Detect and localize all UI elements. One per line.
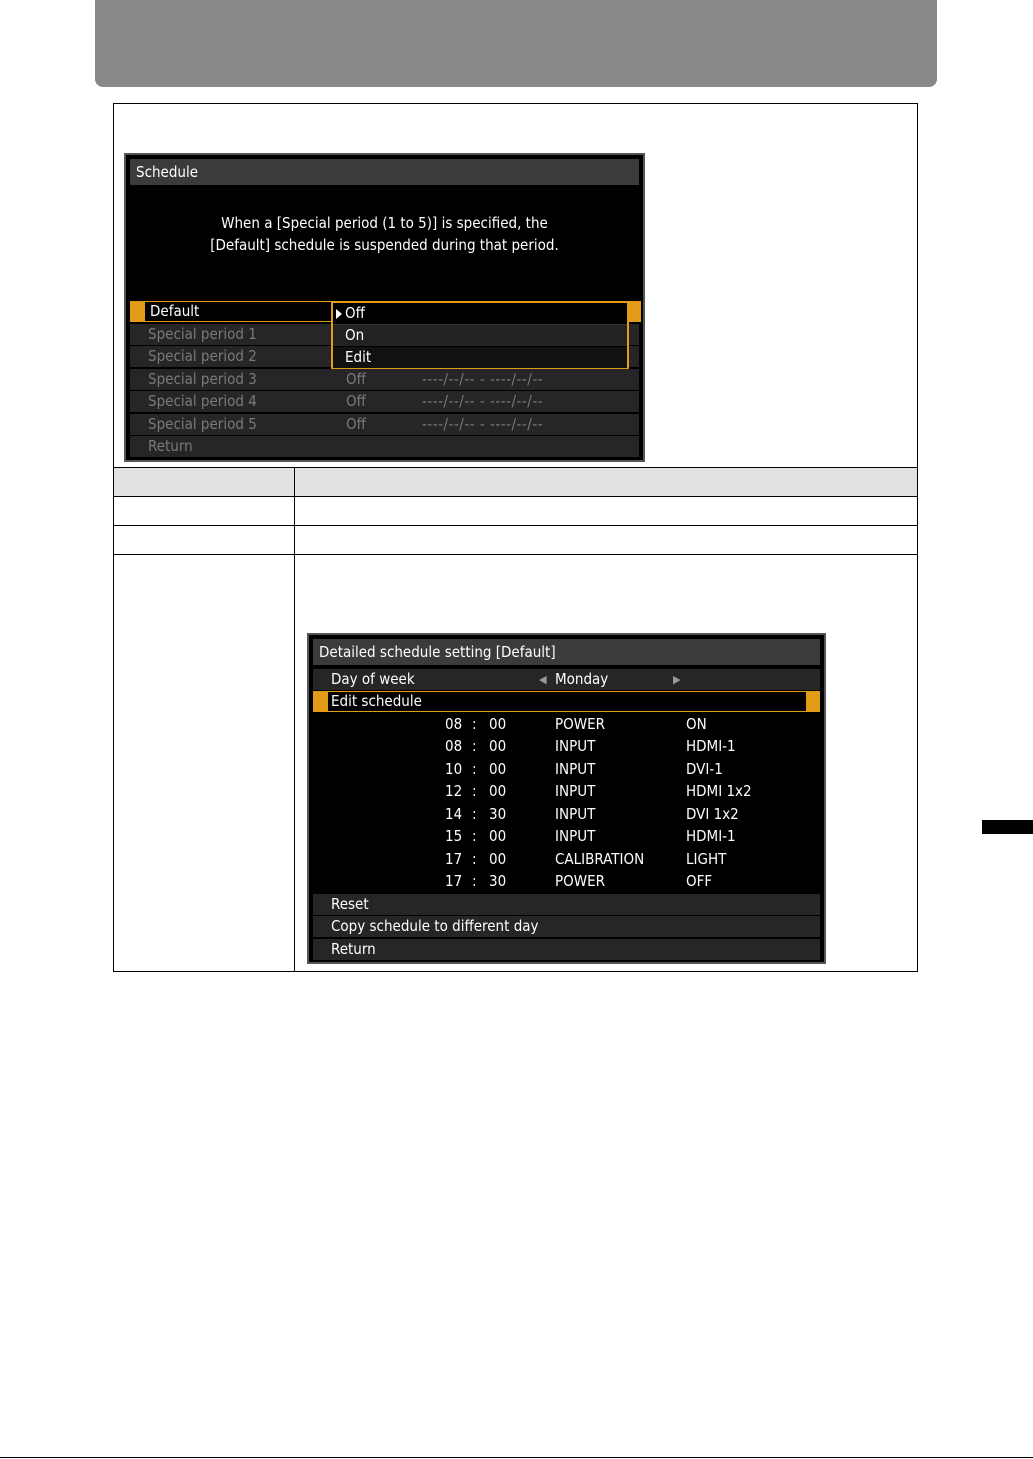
detailed-schedule-screen — [307, 633, 826, 964]
entry-colon: : — [472, 782, 477, 800]
entry-minute: 00 — [489, 827, 507, 845]
period-status: Off — [346, 370, 366, 388]
schedule-entry — [313, 871, 820, 892]
entry-colon: : — [472, 850, 477, 868]
entry-hour: 10 — [445, 760, 463, 778]
entry-minute: 00 — [489, 737, 507, 755]
day-of-week-selector[interactable] — [313, 669, 820, 690]
menu-item-special-period-4[interactable] — [130, 391, 639, 412]
menu-item-label: Special period 2 — [148, 347, 257, 365]
table-divider — [113, 467, 918, 468]
entry-item: INPUT — [555, 782, 596, 800]
dropdown-option-on[interactable] — [333, 325, 627, 346]
period-date-range: ----/--/-- - ----/--/-- — [422, 392, 544, 410]
option-label: Edit — [345, 348, 372, 366]
schedule-screen — [124, 153, 645, 462]
dropdown-option-off[interactable] — [333, 303, 627, 325]
entry-colon: : — [472, 760, 477, 778]
schedule-entry — [313, 804, 820, 825]
entry-hour: 17 — [445, 872, 463, 890]
entry-item: INPUT — [555, 805, 596, 823]
menu-item-special-period-3[interactable] — [130, 369, 639, 390]
entry-colon: : — [472, 872, 477, 890]
dropdown-option-edit[interactable] — [333, 347, 627, 368]
footer-rule — [0, 1457, 1033, 1458]
entry-minute: 00 — [489, 782, 507, 800]
menu-item-label: Special period 4 — [148, 392, 257, 410]
menu-item-label: Special period 3 — [148, 370, 257, 388]
schedule-entry — [313, 781, 820, 802]
reset-item[interactable] — [313, 894, 820, 915]
table-column-divider — [294, 467, 295, 972]
entry-hour: 08 — [445, 737, 463, 755]
triangle-right-icon — [336, 309, 342, 319]
screen-title: Detailed schedule setting [Default] — [313, 639, 820, 665]
table-divider — [113, 496, 918, 497]
schedule-entry — [313, 759, 820, 780]
entry-item: INPUT — [555, 737, 596, 755]
entry-colon: : — [472, 715, 477, 733]
menu-item-label: Special period 1 — [148, 325, 257, 343]
entry-hour: 15 — [445, 827, 463, 845]
entry-item: INPUT — [555, 760, 596, 778]
schedule-entry — [313, 736, 820, 757]
edit-schedule-label: Edit schedule — [331, 692, 422, 710]
entry-value: HDMI 1x2 — [686, 782, 752, 800]
table-header-row — [114, 468, 917, 496]
entry-item: CALIBRATION — [555, 850, 645, 868]
period-date-range: ----/--/-- - ----/--/-- — [422, 370, 544, 388]
entry-value: OFF — [686, 872, 713, 890]
period-status: Off — [346, 415, 366, 433]
selection-marker-right — [629, 301, 641, 322]
schedule-entry — [313, 714, 820, 735]
entry-minute: 30 — [489, 805, 507, 823]
entry-minute: 00 — [489, 850, 507, 868]
menu-item-special-period-5[interactable] — [130, 414, 639, 435]
entry-minute: 00 — [489, 760, 507, 778]
menu-item-label: Return — [148, 437, 193, 455]
arrow-right-icon[interactable]: ▶ — [673, 673, 681, 686]
entry-value: HDMI-1 — [686, 737, 736, 755]
entry-minute: 00 — [489, 715, 507, 733]
entry-value: HDMI-1 — [686, 827, 736, 845]
entry-hour: 12 — [445, 782, 463, 800]
entry-colon: : — [472, 737, 477, 755]
entry-value: DVI 1x2 — [686, 805, 739, 823]
entry-minute: 30 — [489, 872, 507, 890]
entry-hour: 08 — [445, 715, 463, 733]
entry-value: DVI-1 — [686, 760, 723, 778]
entry-value: LIGHT — [686, 850, 727, 868]
table-divider — [113, 525, 918, 526]
edit-schedule-item[interactable] — [313, 691, 820, 712]
selection-marker-right — [806, 691, 820, 712]
menu-item-return[interactable] — [130, 436, 639, 457]
period-date-range: ----/--/-- - ----/--/-- — [422, 415, 544, 433]
return-item[interactable] — [313, 939, 820, 960]
option-label: Off — [345, 304, 365, 322]
day-value: Monday — [555, 670, 609, 688]
entry-item: POWER — [555, 872, 606, 890]
copy-schedule-label: Copy schedule to different day — [331, 917, 539, 935]
entry-hour: 17 — [445, 850, 463, 868]
selection-marker — [313, 691, 327, 712]
menu-item-label: Default — [150, 302, 200, 320]
screen-title: Schedule — [130, 159, 639, 185]
entry-colon: : — [472, 805, 477, 823]
arrow-left-icon[interactable]: ◀ — [539, 673, 547, 686]
entry-colon: : — [472, 827, 477, 845]
info-message-line-2: [Default] schedule is suspended during that period. — [210, 236, 559, 254]
menu-item-label: Special period 5 — [148, 415, 257, 433]
period-status: Off — [346, 392, 366, 410]
info-message-line-1: When a [Special period (1 to 5)] is specified, the — [221, 214, 548, 232]
default-options-dropdown[interactable] — [331, 301, 629, 369]
entry-hour: 14 — [445, 805, 463, 823]
return-label: Return — [331, 940, 376, 958]
copy-schedule-item[interactable] — [313, 916, 820, 937]
entry-item: POWER — [555, 715, 606, 733]
schedule-entry — [313, 849, 820, 870]
table-divider — [113, 554, 918, 555]
selection-marker — [130, 301, 144, 322]
option-label: On — [345, 326, 365, 344]
page-header-bar — [95, 0, 937, 87]
day-label: Day of week — [331, 670, 415, 688]
entry-item: INPUT — [555, 827, 596, 845]
reset-label: Reset — [331, 895, 369, 913]
schedule-entry — [313, 826, 820, 847]
chapter-tab-marker — [982, 820, 1033, 834]
entry-value: ON — [686, 715, 707, 733]
